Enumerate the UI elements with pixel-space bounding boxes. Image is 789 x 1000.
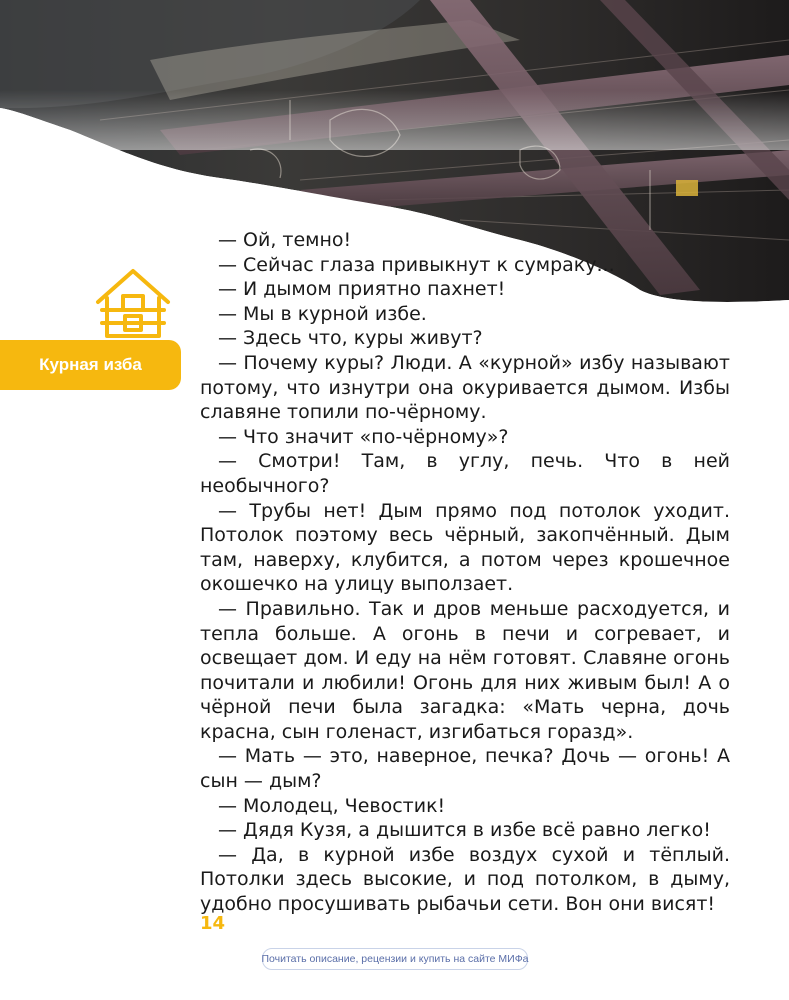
paragraph: — И дымом приятно пахнет! [218,278,506,301]
section-tab-label: Курная изба [39,355,142,374]
paragraph: — Почему куры? Люди. А «курной» избу называют потому, что изнутри она окуривается дымом. Избы славяне топили по-чёрному. [200,351,730,424]
dialogue-text [200,228,730,917]
paragraph: — Молодец, Чевостик! [218,794,446,817]
mif-store-link[interactable]: Почитать описание, рецензии и купить на сайте МИФа [262,948,528,970]
paragraph: — Трубы нет! Дым прямо под потолок уходит. Потолок поэтому весь чёрный, закопчённый. Дым там, наверху, клубится, а потом через крошечное окошечко на улицу выползает. [200,499,730,596]
paragraph: — Здесь что, куры живут? [218,327,483,350]
paragraph: — Да, в курной избе воздух сухой и тёплый. Потолки здесь высокие, и под потолком, в дыму, удобно просушивать рыбачьи сети. Вон они висят! [200,843,730,916]
paragraph: — Смотри! Там, в углу, печь. Что в ней необычного? [200,450,730,497]
paragraph: — Мать — это, наверное, печка? Дочь — огонь! А сын — дым? [200,745,730,793]
log-hut-icon [92,266,174,342]
paragraph: — Правильно. Так и дров меньше расходуется, и тепла больше. А огонь в печи и согревает, и освещает дом. И еду на нём готовят. Славяне огонь почитали и любили! Огонь для них живым был! А о чёрной печи была загадка: «Мать черна, дочь красна, сын голенаст, изгибаться горазд». [200,597,730,743]
paragraph: — Ой, темно! [218,229,352,251]
paragraph: — Дядя Кузя, а дышится в избе всё равно легко! [218,819,711,842]
section-tab [0,340,181,390]
page-number: 14 [200,913,226,934]
paragraph: — Что значит «по-чёрному»? [218,425,509,448]
paragraph: — Мы в курной избе. [218,302,427,325]
paragraph: — Сейчас глаза привыкнут к сумраку... [218,253,615,276]
